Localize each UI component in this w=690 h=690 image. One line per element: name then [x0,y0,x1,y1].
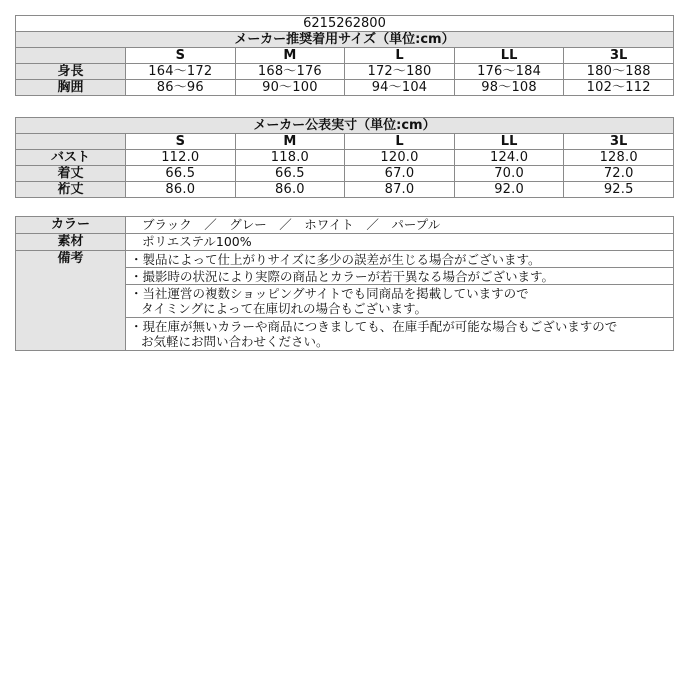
table-cell: 164～172 [126,64,236,80]
actual-title: メーカー公表実寸（単位:cm） [16,118,674,134]
table-cell: 124.0 [454,150,564,166]
corner-cell [16,48,126,64]
table-row [16,80,674,96]
note-item [126,318,674,351]
size-header: 3L [564,134,674,150]
table-cell: 66.5 [235,166,345,182]
note-item [126,285,674,318]
note-row [16,251,674,268]
size-header: LL [454,48,564,64]
table-cell: 118.0 [235,150,345,166]
table-cell: 92.5 [564,182,674,198]
table-row [16,182,674,198]
size-header: S [126,134,236,150]
row-label: 身長 [16,64,126,80]
note-line: ・製品によって仕上がりサイズに多少の誤差が生じる場合がございます。 [130,251,541,267]
material-row [16,234,674,251]
table-row [16,64,674,80]
table-cell: 172～180 [345,64,455,80]
table-cell: 70.0 [454,166,564,182]
table-row [16,166,674,182]
size-header-row [16,48,674,64]
table-cell: 98～108 [454,80,564,96]
color-label: カラー [16,217,126,234]
note-item [126,268,674,285]
size-header: L [345,48,455,64]
size-header: S [126,48,236,64]
size-header: 3L [564,48,674,64]
note-line: ・当社運営の複数ショッピングサイトでも同商品を掲載していますので [130,286,529,301]
recommended-title: メーカー推奨着用サイズ（単位:cm） [16,32,674,48]
note-line: ・撮影時の状況により実際の商品とカラーが若干異なる場合がございます。 [130,268,555,284]
material-value: ポリエステル100% [126,234,674,251]
row-label: 着丈 [16,166,126,182]
table-cell: 92.0 [454,182,564,198]
size-header: LL [454,134,564,150]
size-header: M [235,134,345,150]
color-row [16,217,674,234]
table-cell: 90～100 [235,80,345,96]
table-cell: 176～184 [454,64,564,80]
product-code: 6215262800 [16,16,674,32]
table-cell: 72.0 [564,166,674,182]
actual-size-table [15,117,674,198]
table-cell: 94～104 [345,80,455,96]
row-label: 裄丈 [16,182,126,198]
table-cell: 86.0 [126,182,236,198]
table-cell: 180～188 [564,64,674,80]
table-cell: 67.0 [345,166,455,182]
corner-cell [16,134,126,150]
note-line: お気軽にお問い合わせください。 [141,334,329,349]
recommended-size-table [15,15,674,96]
row-label: バスト [16,150,126,166]
table-cell: 168～176 [235,64,345,80]
size-header-row [16,134,674,150]
table-cell: 102～112 [564,80,674,96]
color-value: ブラック ／ グレー ／ ホワイト ／ パープル [126,217,674,234]
table-cell: 120.0 [345,150,455,166]
table-cell: 87.0 [345,182,455,198]
material-label: 素材 [16,234,126,251]
size-header: M [235,48,345,64]
table-row [16,150,674,166]
note-line: ・現在庫が無いカラーや商品につきましても、在庫手配が可能な場合もございますので [130,319,618,334]
table-cell: 128.0 [564,150,674,166]
table-cell: 66.5 [126,166,236,182]
notes-label: 備考 [16,251,126,351]
row-label: 胸囲 [16,80,126,96]
table-cell: 86.0 [235,182,345,198]
product-info-table [15,216,674,351]
note-line: タイミングによって在庫切れの場合もございます。 [141,301,428,316]
size-header: L [345,134,455,150]
table-cell: 112.0 [126,150,236,166]
table-cell: 86～96 [126,80,236,96]
note-item [126,251,674,268]
